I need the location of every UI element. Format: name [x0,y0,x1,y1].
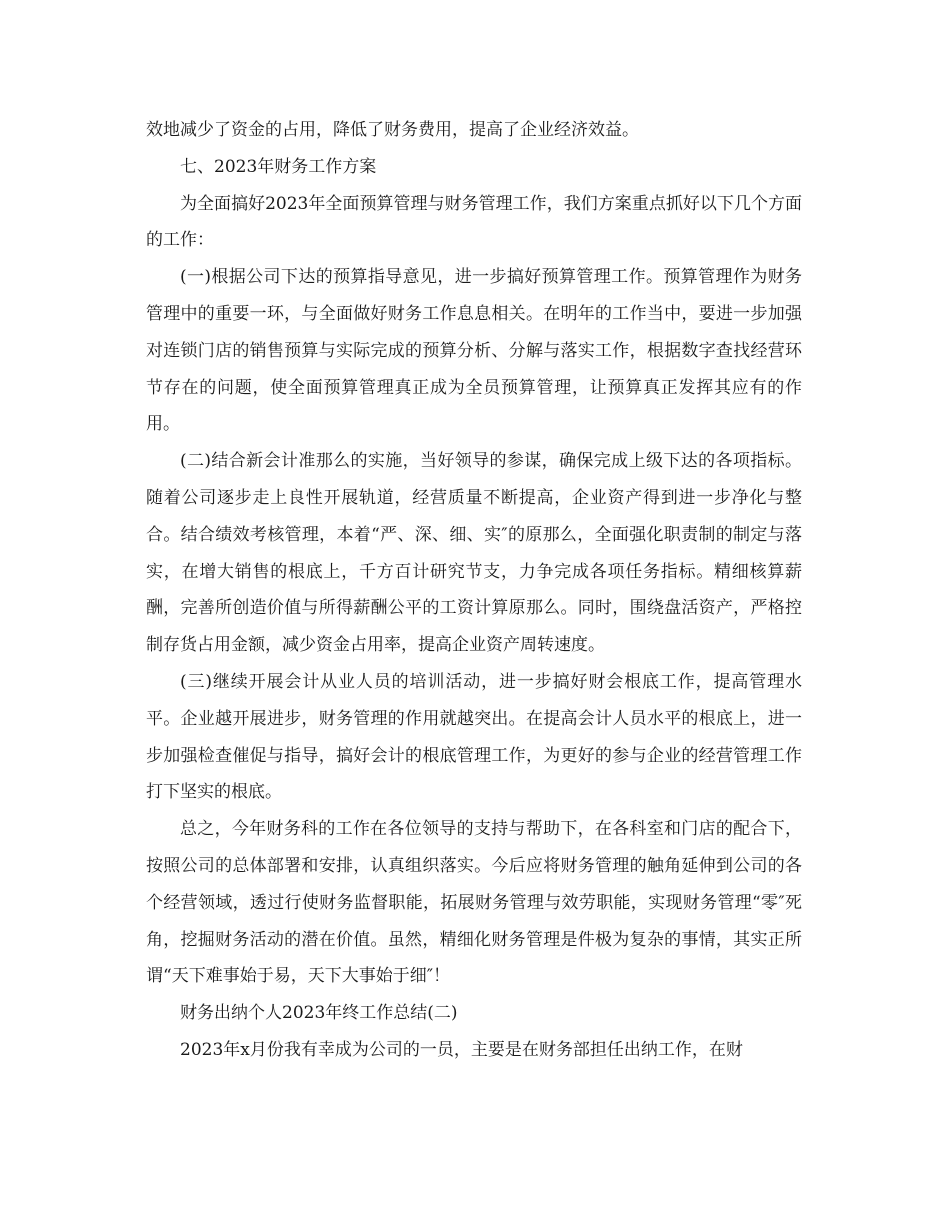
paragraph-item-3: (三)继续开展会计从业人员的培训活动，进一步搞好财会根底工作，提高管理水平。企业越开展进步，财务管理的作用就越突出。在提高会计人员水平的根底上，进一步加强检查催促与指导，搞好会计的根底管理工作，为更好的参与企业的经营管理工作打下坚实的根底。 [146,671,802,803]
document-body [146,112,802,1069]
document-subtitle: 财务出纳个人2023年终工作总结(二) [180,1003,458,1024]
paragraph-continuation: 效地减少了资金的占用，降低了财务费用，提高了企业经济效益。 [146,120,639,140]
paragraph-intro: 为全面搞好2023年全面预算管理与财务管理工作，我们方案重点抓好以下几个方面的工作： [146,193,802,251]
paragraph-item-2: (二)结合新会计准那么的实施，当好领导的参谋，确保完成上级下达的各项指标。随着公司逐步走上良性开展轨道，经营质量不断提高，企业资产得到进一步净化与整合。结合绩效考核管理，本着“严、深、细、实″的原那么，全面强化职责制的制定与落实，在增大销售的根底上，千方百计研究节支，力争完成各项任务指标。精细核算薪酬，完善所创造价值与所得薪酬公平的工资计算原那么。同时，围绕盘活资产，严格控制存货占用金额，减少资金占用率，提高企业资产周转速度。 [146,451,802,656]
section-heading: 七、2023年财务工作方案 [180,156,377,177]
paragraph-opening: 2023年x月份我有幸成为公司的一员，主要是在财务部担任出纳工作，在财 [180,1039,743,1060]
paragraph-item-1: (一)根据公司下达的预算指导意见，进一步搞好预算管理工作。预算管理作为财务管理中的重要一环，与全面做好财务工作息息相关。在明年的工作当中，要进一步加强对连锁门店的销售预算与实际完成的预算分析、分解与落实工作，根据数字查找经营环节存在的问题，使全面预算管理真正成为全员预算管理，让预算真正发挥其应有的作用。 [146,267,802,435]
paragraph-summary: 总之，今年财务科的工作在各位领导的支持与帮助下，在各科室和门店的配合下，按照公司的总体部署和安排，认真组织落实。今后应将财务管理的触角延伸到公司的各个经营领域，透过行使财务监督职能，拓展财务管理与效劳职能，实现财务管理“零″死角，挖掘财务活动的潜在价值。虽然，精细化财务管理是件极为复杂的事情，其实正所谓“天下难事始于易，天下大事始于细″！ [146,819,802,987]
